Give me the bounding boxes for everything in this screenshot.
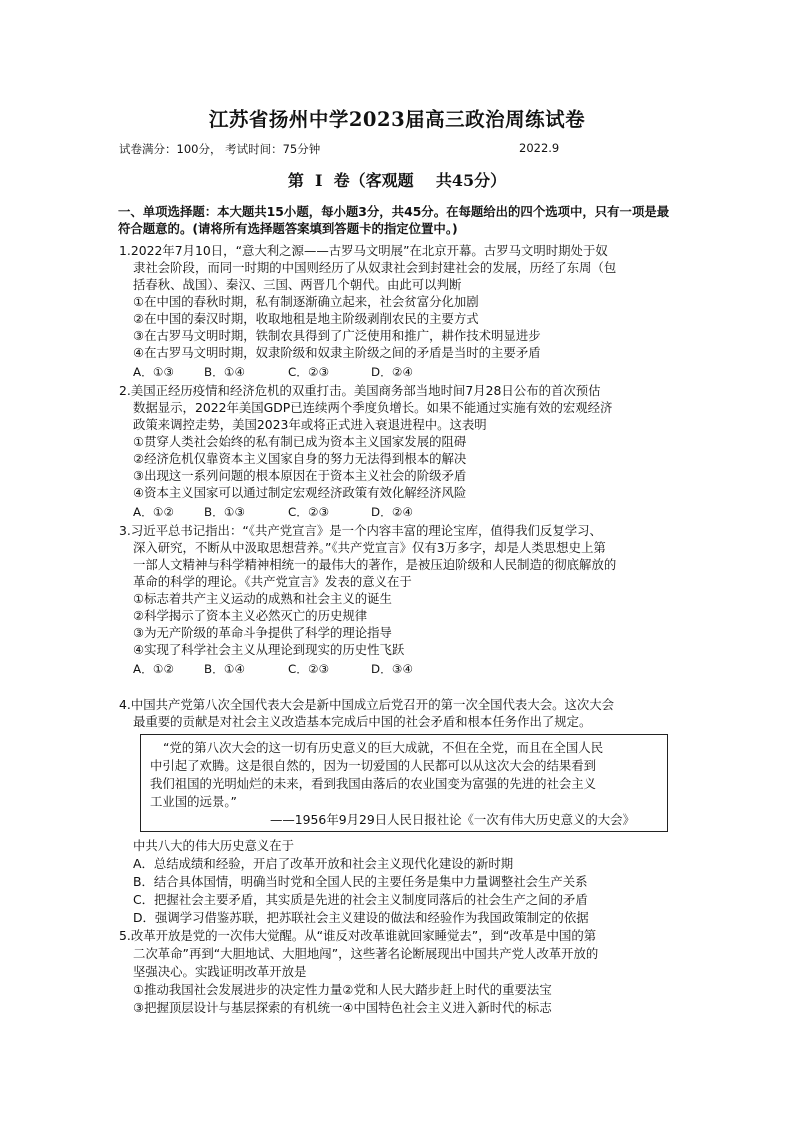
q2-option-a: A．①② [133,505,175,519]
q2-option-d: D．②④ [371,505,414,519]
q5-stem-line: 二次革命”再到“大胆地试、大胆地闯”，这些著名论断展现出中国共产党人改革开放的 [133,946,599,961]
q3-option-b: B．①④ [204,662,246,676]
q2-stem-line: 2.美国正经历疫情和经济危机的双重打击。美国商务部当地时间7月28日公布的首次预估 [119,383,601,398]
q2-option-c: C．②③ [288,505,330,519]
q1-stem-line: 括春秋、战国）、秦汉、三国、两晋几个朝代。由此可以判断 [133,277,462,292]
q5-stem-line: 坚强决心。实践证明改革开放是 [133,964,307,979]
q1-option-b: B．①④ [204,365,246,379]
q4-stem-line: 最重要的贡献是对社会主义改造基本完成后中国的社会矛盾和根本任务作出了规定。 [133,714,592,729]
q3-option-d: D．③④ [371,662,414,676]
q1-option-c: C．②③ [288,365,330,379]
q1-option-a: A．①③ [133,365,175,379]
q1-stem-line: 1.2022年7月10日，“意大利之源——古罗马文明展”在北京开幕。古罗马文明时期处于奴 [119,243,608,258]
q2-statement: ①贯穿人类社会始终的私有制已成为资本主义国家发展的阻碍 [133,434,467,449]
q1-option-d: D．②④ [371,365,414,379]
exam-title: 江苏省扬州中学2023届高三政治周练试卷 [208,108,586,131]
q3-stem-line: 深入研究，不断从中汲取思想营养。”《共产党宣言》仅有3万多字，却是人类思想史上第 [133,540,606,555]
quote-line: 中引起了欢腾。这是很自然的，因为一切爱国的人民都可以从这次大会的结果看到 [150,758,597,773]
q3-stem-line: 一部人文精神与科学精神相统一的最伟大的著作，是被压迫阶级和人民制造的彻底解放的 [133,557,617,572]
q1-statement: ④在古罗马文明时期，奴隶阶级和奴隶主阶级之间的矛盾是当时的主要矛盾 [133,345,541,360]
q5-statement: ①推动我国社会发展进步的决定性力量②党和人民大踏步赶上时代的重要法宝 [133,982,552,997]
q1-statement: ③在古罗马文明时期，铁制农具得到了广泛使用和推广，耕作技术明显进步 [133,328,541,343]
q4-choice-b: B．结合具体国情，明确当时党和全国人民的主要任务是集中力量调整社会生产关系 [133,874,588,889]
q2-option-b: B．①③ [204,505,246,519]
q2-statement: ④资本主义国家可以通过制定宏观经济政策有效化解经济风险 [133,485,467,500]
q2-statement: ③出现这一系列问题的根本原因在于资本主义社会的阶级矛盾 [133,468,467,483]
q1-statement: ①在中国的春秋时期，私有制逐渐确立起来，社会贫富分化加剧 [133,294,479,309]
q2-statement: ②经济危机仅靠资本主义国家自身的努力无法得到根本的解决 [133,451,467,466]
q5-statement: ③把握顶层设计与基层探索的有机统一④中国特色社会主义进入新时代的标志 [133,1000,552,1015]
q5-stem-line: 5.改革开放是党的一次伟大觉醒。从“谁反对改革谁就回家睡觉去”，到“改革是中国的第 [119,928,597,943]
q4-question-line: 中共八大的伟大历史意义在于 [133,838,295,853]
q3-statement: ④实现了科学社会主义从理论到现实的历史性飞跃 [133,642,405,657]
quote-source: ——1956年9月29日人民日报社论《一次有伟大历史意义的大会》 [270,812,635,827]
part-one-instruction: 一、单项选择题：本大题共15小题，每小题3分，共45分。在每题给出的四个选项中，只有一项是最符合题意的。(请将所有选择题答案填到答题卡的指定位置中。) [118,204,670,237]
q2-stem-line: 数据显示，2022年美国GDP已连续两个季度负增长。如果不能通过实施有效的宏观经济 [133,400,613,415]
q4-choice-c: C．把握社会主要矛盾，其实质是先进的社会主义制度同落后的社会生产之间的矛盾 [133,892,588,907]
score-time-info: 试卷满分：100分， 考试时间：75分钟 [119,142,321,156]
q3-statement: ③为无产阶级的革命斗争提供了科学的理论指导 [133,625,392,640]
quote-line: 工业国的远景。” [150,794,237,809]
q1-statement: ②在中国的秦汉时期，收取地租是地主阶级剥削农民的主要方式 [133,311,479,326]
q2-stem-line: 政策来调控走势，美国2023年或将正式进入衰退进程中。这表明 [133,417,487,432]
q3-statement: ①标志着共产主义运动的成熟和社会主义的诞生 [133,591,392,606]
q3-option-a: A．①② [133,662,175,676]
quote-line: 我们祖国的光明灿烂的未来，看到我国由落后的农业国变为富强的先进的社会主义 [150,776,597,791]
q3-stem-line: 3.习近平总书记指出：“《共产党宣言》是一个内容丰富的理论宝库，值得我们反复学习、 [119,523,602,538]
q3-statement: ②科学揭示了资本主义必然灭亡的历史规律 [133,608,368,623]
q3-stem-line: 革命的科学的理论。《共产党宣言》发表的意义在于 [133,574,412,589]
exam-date: 2022.9 [519,141,560,155]
quote-line: “党的第八次大会的这一切有历史意义的巨大成就，不但在全党，而且在全国人民 [163,740,604,755]
section-title: 第 Ⅰ 卷（客观题 共45分） [287,171,507,190]
q4-choice-d: D．强调学习借鉴苏联，把苏联社会主义建设的做法和经验作为我国政策制定的依据 [133,910,589,925]
q4-stem-line: 4.中国共产党第八次全国代表大会是新中国成立后党召开的第一次全国代表大会。这次大会 [119,697,615,712]
q3-option-c: C．②③ [288,662,330,676]
q1-stem-line: 隶社会阶段，而同一时期的中国则经历了从奴隶社会到封建社会的发展，历经了东周（包 [133,260,617,275]
q4-choice-a: A．总结成绩和经验，开启了改革开放和社会主义现代化建设的新时期 [133,856,514,871]
